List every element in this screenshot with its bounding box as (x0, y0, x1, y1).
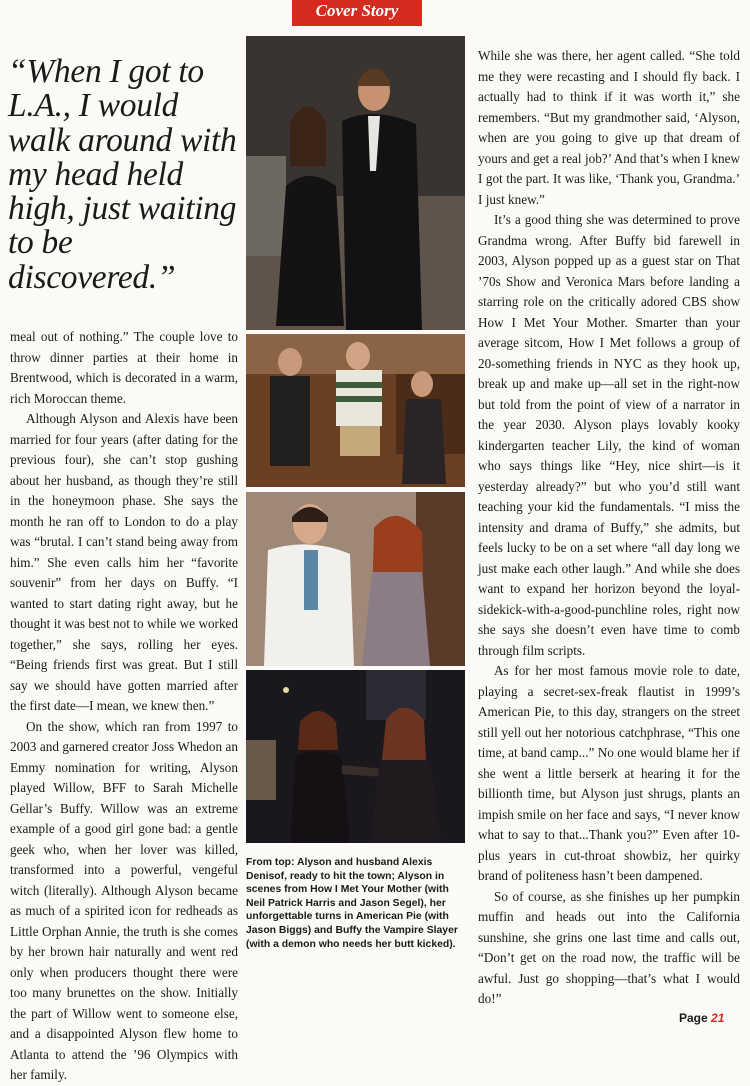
photo-american-pie (246, 492, 465, 666)
article-paragraph: So of course, as she finishes up her pumpkin muffin and heads out into the California sunshine, she grins one last time and calls out, “Don’t get on the road now, the traffic will be awful. Just go shopping—that’s what I would do!” (478, 888, 740, 1006)
photo-caption: From top: Alyson and husband Alexis Denisof, ready to hit the town; Alyson in scenes from How I Met Your Mother (with Neil Patrick Harris and Jason Segel), her unforgettable turns in American Pie (with Jason Biggs) and Buffy the Vampire Slayer (with a demon who needs her butt kicked). (246, 857, 458, 950)
article-paragraph: It’s a good thing she was determined to prove Grandma wrong. After Buffy bid farewell in 2003, Alyson popped up as a guest star on That ’70s Show and Veronica Mars before landing a starring role on the critically adored CBS show How I Met Your Mother. Smarter than your average sitcom, How I Met follows a group of 20-something friends in NYC as they hook up, break up and make up—all set in the right-now but told from the point of view of a narrator in the year 2030. Alyson plays lovably kooky kindergarten teacher Lily, the kind of woman who says things like “Hey, nice shirt—is it yesterday already?” but who you’d still want teaching your kid the fundamentals. “I miss the intensity and drama of Buffy,” she admits, but feels lucky to be on a set where “all day long we just make each other laugh.” And while she does want to expand her horizon beyond the loyal-sidekick-with-a-good-punchline roles, right now she says she doesn’t even have time to comb through film scripts. (478, 212, 740, 658)
article-paragraph: On the show, which ran from 1997 to 2003 and garnered creator Joss Whedon an Emmy nomination for writing, Alyson played Willow, BFF to Sarah Michelle Gellar’s Buffy. Willow was an extreme example of a good girl gone bad: a gentle geek who, when her lover was killed, transformed into a powerful, vengeful witch (literally). Although Alyson became as much of a spirited icon for redheads as Little Orphan Annie, the truth is she comes by her brown hair naturally and went red only when producers thought there were too many brunettes on the show. Initially the part of Willow went to someone else, and a disappointed Alyson flew home to Atlanta to attend the ’96 Olympics with her family. (10, 718, 238, 1082)
photo-couple-red-carpet (246, 36, 465, 330)
page-label: Page (679, 1011, 708, 1025)
page-number (679, 1011, 724, 1025)
article-paragraph: As for her most famous movie role to date, playing a secret-sex-freak flautist in 1999’s American Pie, to this day, strangers on the street still yell out her notorious catchphrase, “This one time, at band camp...” No one would blame her if she went a little berserk at hearing it for the billionth time, but Alyson just shrugs, plants an impish smile on her face and says, “I never know what to say to that...Thank you?” Even after 10-plus years in cut-throat showbiz, her quirky brand of politeness hasn’t been dampened. (478, 663, 740, 883)
article-paragraph: While she was there, her agent called. “She told me they were recasting and I should fly back. I actually had to think if it was worth it,” she remembers. “But my grandmother said, ‘Alyson, when are you going to give up that dream of yours and get a real job?’ And that’s when I knew I got the part. It was like, ‘Thank you, Grandma.’ I just knew.” (478, 48, 740, 207)
article-paragraph: meal out of nothing.” The couple love to throw dinner parties at their home in Brentwood, which is decorated in a warm, rich Moroccan theme. (10, 329, 238, 406)
page-number-value: 21 (711, 1011, 725, 1025)
article-column-left (10, 327, 238, 1086)
article-column-right (478, 46, 740, 1010)
article-paragraph: Although Alyson and Alexis have been married for four years (after dating for the previous four), she can’t stop gushing about her husband, as though they’re still in the honeymoon phase. She says the month he ran off to London to do a play was “brutal. I can’t stand being away from him.” She even calls him her “favorite souvenir” from her days on Buffy. “I wanted to start dating right away, but he thought it was best not to while we worked together,” she says, rolling her eyes. “Being friends first was great. But I still say we should have gotten married after the first date—I mean, we knew then.” (10, 411, 238, 713)
photo-buffy-the-vampire-slayer (246, 670, 465, 843)
pull-quote: “When I got to L.A., I would walk around with my head held high, just waiting to be discovered.” (8, 53, 237, 296)
cover-story-banner: Cover Story (292, 0, 422, 26)
photo-how-i-met-your-mother (246, 334, 465, 487)
